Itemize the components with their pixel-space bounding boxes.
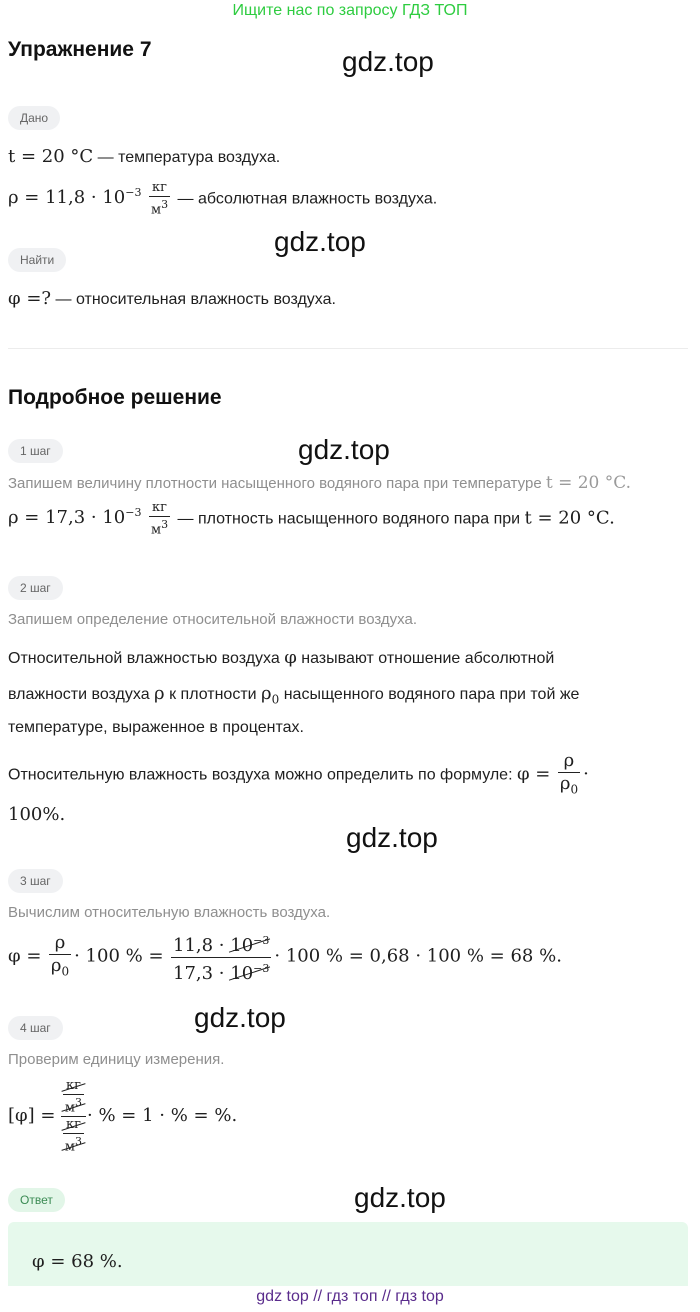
abs-humidity-desc: — абсолютная влажность воздуха.	[173, 190, 438, 208]
find-desc: — относительная влажность воздуха.	[51, 291, 336, 308]
step-3-hint: Вычислим относительную влажность воздуха.	[8, 904, 331, 921]
answer-formula: φ = 68 %.	[32, 1251, 123, 1272]
watermark: gdz.top	[274, 226, 366, 257]
given-temperature	[8, 146, 280, 167]
temperature-desc: — температура воздуха.	[93, 149, 281, 166]
watermark: gdz.top	[298, 434, 390, 465]
step-4-formula: [φ] = $\frac{\frac{кг}{м^3}}{\frac{кг}{м^3}}$ · % = 1 · % = %.	[8, 1078, 238, 1155]
solution-title: Подробное решение	[8, 386, 222, 409]
abs-humidity-formula: $\rho = 11,8 \cdot 10^{-3}$	[8, 186, 142, 209]
step-2-para-2: влажности воздуха ρ к плотности $\rho_0$ насыщенного водяного пара при той же	[8, 683, 580, 707]
step-4-label: 4 шаг	[8, 1016, 63, 1040]
step-3-label: 3 шаг	[8, 869, 63, 893]
answer-label: Ответ	[8, 1188, 65, 1212]
step-1-hint: Запишем величину плотности насыщенного водяного пара при температуре t = 20 °C.	[8, 473, 632, 493]
step-4-hint: Проверим единицу измерения.	[8, 1051, 225, 1068]
watermark: gdz.top	[346, 822, 438, 853]
step-2-para-3: температуре, выраженное в процентах.	[8, 719, 304, 736]
watermark: gdz.top	[354, 1182, 446, 1213]
watermark: gdz.top	[194, 1002, 286, 1033]
footer-links[interactable]: gdz top // гдз топ // гдз top	[256, 1288, 444, 1305]
find-formula: φ =?	[8, 288, 52, 309]
step-2-label: 2 шаг	[8, 576, 63, 600]
temperature-formula: t = 20 °C	[8, 146, 94, 167]
section-divider	[8, 348, 688, 349]
find-label: Найти	[8, 248, 66, 272]
step-3-formula: φ = $\frac{\rho}{\rho_0}$ · 100 % = $\frac{11,8 \cdot 10^{-3}}{17,3 \cdot 10^{-3}}$ · 100 % = 0,68 · 100 % = 68 %.	[8, 930, 562, 985]
step-2-para-5: 100%.	[8, 804, 66, 825]
watermark: gdz.top	[342, 46, 434, 77]
step-2-para-4: Относительную влажность воздуха можно определить по формуле: φ = $\frac{\rho}{\rho_0}$ ·	[8, 750, 589, 797]
exercise-title: Упражнение 7	[8, 38, 152, 61]
given-abs-humidity	[8, 180, 437, 218]
step-1-label: 1 шаг	[8, 439, 63, 463]
unit-fraction: $\frac{кг}{м^3}$	[150, 180, 169, 218]
promo-banner[interactable]: Ищите нас по запросу ГДЗ ТОП	[232, 2, 468, 19]
given-label: Дано	[8, 106, 60, 130]
step-1-formula: $\rho = 17,3 \cdot 10^{-3}$ $\frac{кг}{м^3}$ — плотность насыщенного водяного пара при t = 20 °C.	[8, 500, 615, 538]
find-line	[8, 288, 336, 309]
unit-fraction: $\frac{кг}{м^3}$	[150, 500, 169, 538]
step-2-para-1: Относительной влажностью воздуха φ называют отношение абсолютной	[8, 647, 555, 668]
step-2-hint: Запишем определение относительной влажности воздуха.	[8, 611, 418, 628]
